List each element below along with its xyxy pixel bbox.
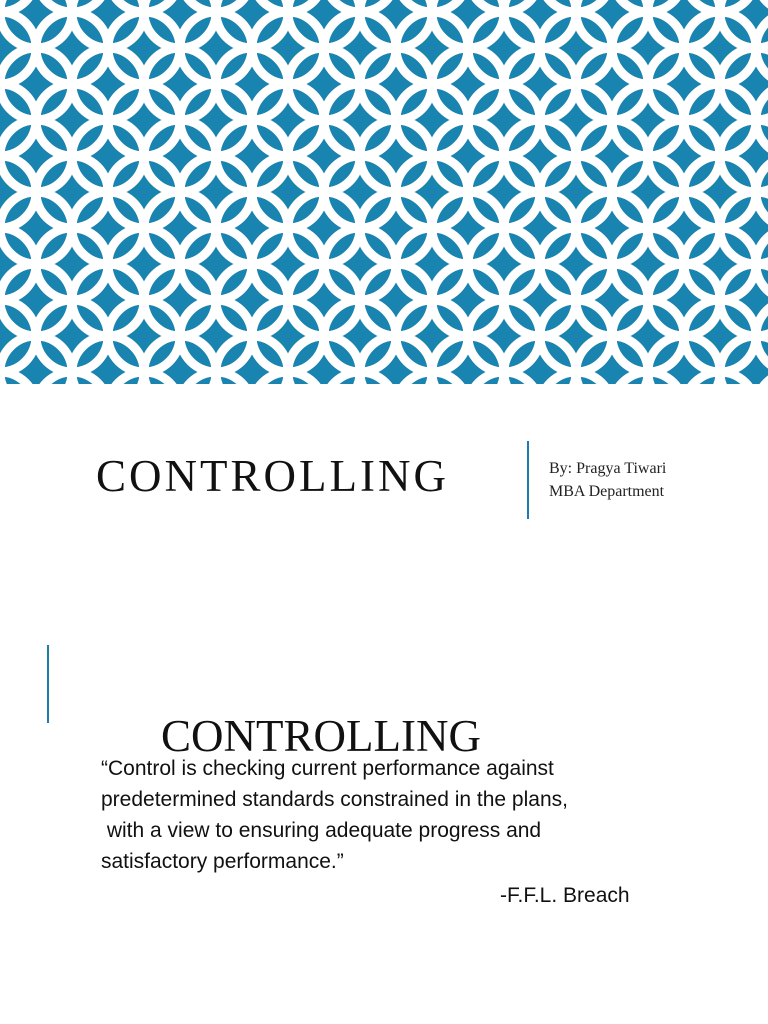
quote-attribution: -F.F.L. Breach — [500, 884, 630, 907]
quote-line: with a view to ensuring adequate progress and — [101, 819, 542, 842]
author-name: By: Pragya Tiwari — [549, 460, 667, 477]
slide2-accent-line — [47, 645, 49, 723]
quote-line: satisfactory performance.” — [101, 850, 344, 873]
quote-line: predetermined standards constrained in the plans, — [101, 788, 568, 811]
quote-line: “Control is checking current performance against — [101, 757, 554, 780]
definition-quote — [101, 753, 661, 877]
author-department: MBA Department — [549, 483, 665, 500]
interlocking-circles-pattern-icon — [0, 0, 768, 384]
slide2-title: CONTROLLING — [161, 711, 481, 761]
slide-title: CONTROLLING — [96, 451, 449, 501]
pattern-banner — [0, 0, 768, 384]
author-byline — [549, 457, 666, 503]
title-divider — [527, 441, 529, 519]
